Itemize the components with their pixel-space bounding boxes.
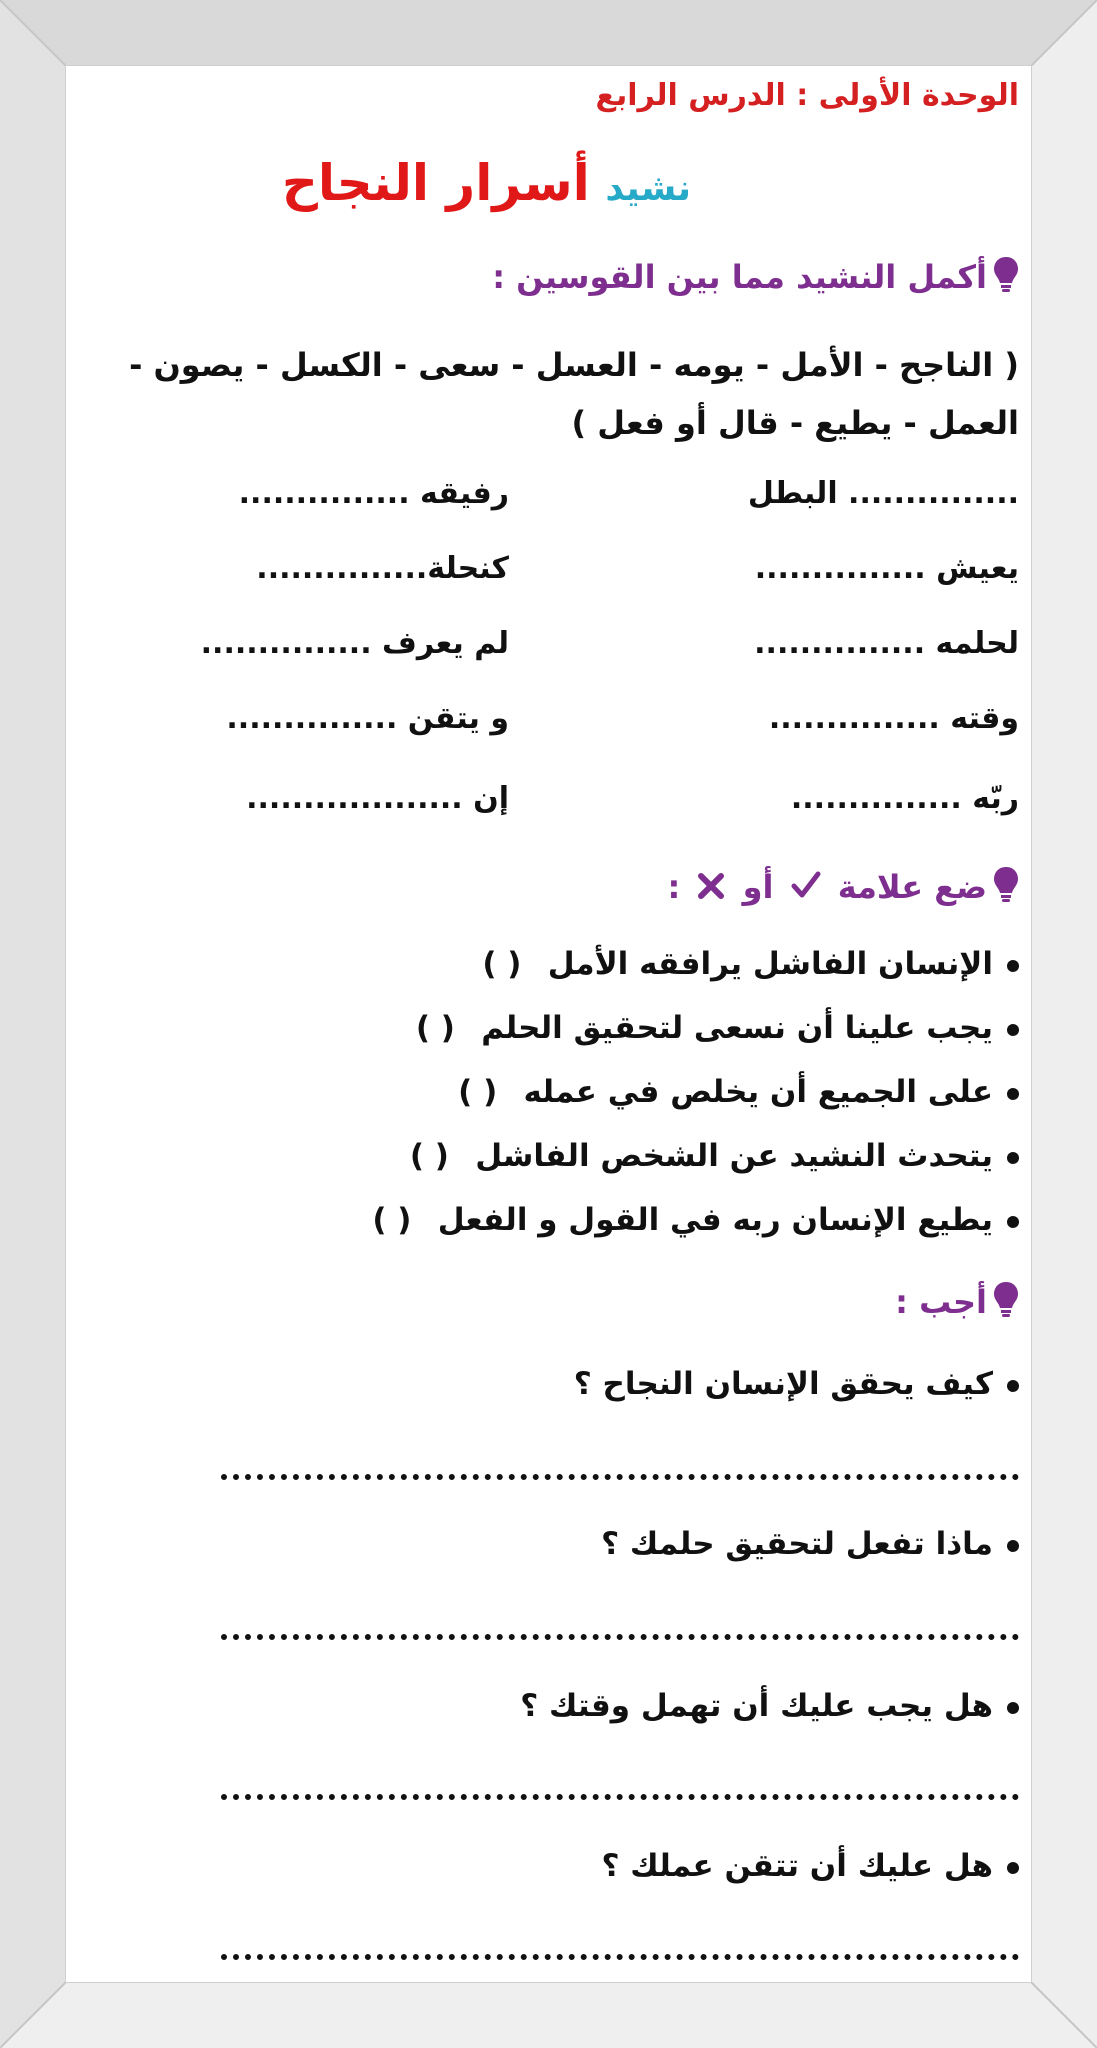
fill-blank-right: يعيش ............... [754,551,1019,586]
answer-line[interactable] [221,1794,1019,1800]
title-label: نشيد [605,168,691,209]
check-mark-icon [791,870,821,908]
bullet-icon [1007,1216,1019,1228]
item-text: الإنسان الفاشل يرافقه الأمل [547,946,993,982]
answer-parentheses[interactable]: ( ) [415,1010,455,1046]
bullet-icon [1007,960,1019,972]
section-heading-or: أو [742,868,774,906]
question-item [601,1848,1019,1884]
bullet-icon [1007,1702,1019,1714]
fill-blank-left: لم يعرف ............... [200,626,509,661]
lightbulb-icon [993,256,1019,302]
fill-blank-left: رفيقه ............... [238,476,509,511]
bullet-icon [1007,1862,1019,1874]
cross-mark-icon [697,870,725,908]
bullet-icon [1007,1088,1019,1100]
fill-blank-left: كنحلة............... [256,551,509,586]
section-heading-text: ضع علامة [837,868,987,906]
lightbulb-icon [993,866,1019,912]
item-text: يجب علينا أن نسعى لتحقيق الحلم [481,1010,993,1046]
section-heading-colon: : [667,868,681,906]
fill-blank-right: لحلمه ............... [754,626,1019,661]
question-item [520,1688,1019,1724]
section-heading-complete [492,256,1019,302]
worksheet-title [282,154,691,212]
bullet-icon [1007,1380,1019,1392]
item-text: على الجميع أن يخلص في عمله [523,1074,993,1110]
true-false-item [357,1202,1019,1238]
answer-line[interactable] [221,1474,1019,1480]
bullet-icon [1007,1540,1019,1552]
answer-line[interactable] [221,1954,1019,1960]
question-text: ماذا تفعل لتحقيق حلمك ؟ [601,1526,993,1562]
answer-line[interactable] [221,1634,1019,1640]
section-heading-text: أكمل النشيد مما بين القوسين : [492,258,987,296]
bullet-icon [1007,1024,1019,1036]
answer-parentheses[interactable]: ( ) [482,946,522,982]
worksheet-content [66,66,1031,1982]
item-text: يتحدث النشيد عن الشخص الفاشل [475,1138,993,1174]
fill-blank-right: ............... البطل [747,476,1019,511]
true-false-item [394,1138,1019,1174]
word-bank: ( الناجح - الأمل - يومه - العسل - سعى - الكسل - يصون - العمل - يطيع - قال أو فعل ) [129,346,1019,442]
fill-blank-right: وقته ............... [768,701,1019,736]
section-heading-answer [895,1281,1019,1327]
answer-parentheses[interactable]: ( ) [372,1202,412,1238]
item-text: يطيع الإنسان ربه في القول و الفعل [437,1202,993,1238]
fill-blank-left: و يتقن ............... [226,701,509,736]
fill-blank-right: ربّه ............... [790,781,1019,816]
true-false-item [467,946,1019,982]
unit-lesson-heading: الوحدة الأولى : الدرس الرابع [595,78,1019,113]
true-false-item [443,1074,1019,1110]
question-text: كيف يحقق الإنسان النجاح ؟ [573,1366,993,1402]
question-text: هل يجب عليك أن تهمل وقتك ؟ [520,1688,993,1724]
question-text: هل عليك أن تتقن عملك ؟ [601,1848,993,1884]
question-item [601,1526,1019,1562]
true-false-item [400,1010,1019,1046]
lightbulb-icon [993,1281,1019,1327]
bullet-icon [1007,1152,1019,1164]
fill-blank-left: إن ................... [246,781,509,816]
answer-parentheses[interactable]: ( ) [409,1138,449,1174]
section-heading-true-false [667,866,1019,912]
answer-parentheses[interactable]: ( ) [458,1074,498,1110]
section-heading-text: أجب : [895,1283,987,1321]
question-item [574,1366,1019,1402]
title-text: أسرار النجاح [281,154,590,212]
